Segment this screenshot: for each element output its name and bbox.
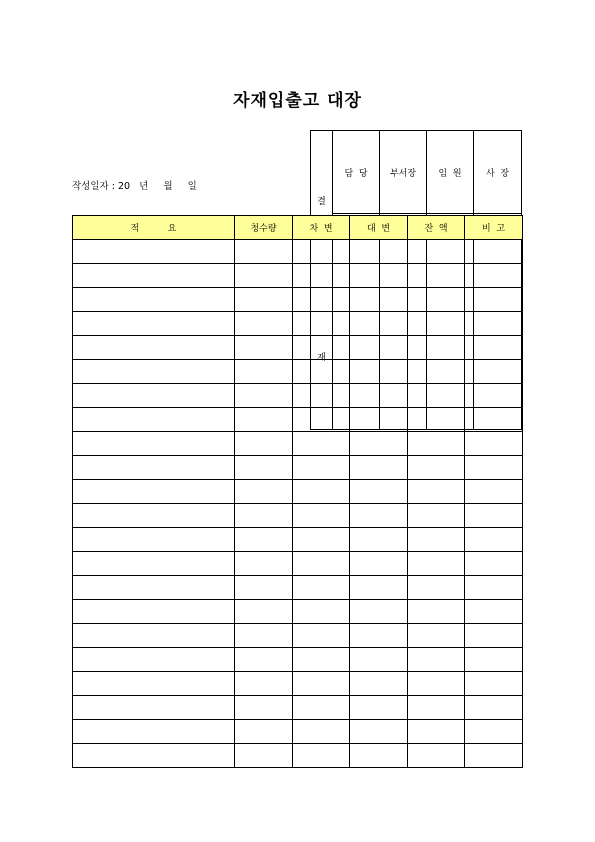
balance-cell[interactable] [408, 600, 465, 624]
table-row [73, 312, 523, 336]
quantity-cell[interactable] [235, 504, 293, 528]
date-line: 작성일자 : 20 년 월 일 [72, 181, 197, 192]
balance-cell[interactable] [408, 648, 465, 672]
description-cell[interactable] [73, 600, 235, 624]
balance-cell[interactable] [408, 360, 465, 384]
quantity-cell[interactable] [235, 360, 293, 384]
description-cell[interactable] [73, 648, 235, 672]
description-cell[interactable] [73, 360, 235, 384]
credit-cell[interactable] [350, 408, 408, 432]
remarks-cell[interactable] [465, 456, 523, 480]
description-cell[interactable] [73, 696, 235, 720]
remarks-cell[interactable] [465, 480, 523, 504]
debit-cell[interactable] [293, 480, 350, 504]
credit-cell[interactable] [350, 696, 408, 720]
quantity-cell[interactable] [235, 312, 293, 336]
description-cell[interactable] [73, 384, 235, 408]
credit-cell[interactable] [350, 624, 408, 648]
credit-cell[interactable] [350, 720, 408, 744]
balance-cell[interactable] [408, 288, 465, 312]
description-cell[interactable] [73, 480, 235, 504]
table-row [73, 624, 523, 648]
ledger-table [72, 215, 523, 768]
description-cell[interactable] [73, 456, 235, 480]
debit-cell[interactable] [293, 528, 350, 552]
quantity-cell[interactable] [235, 384, 293, 408]
quantity-cell[interactable] [235, 696, 293, 720]
balance-cell[interactable] [408, 480, 465, 504]
credit-cell[interactable] [350, 552, 408, 576]
column-header-balance: 잔 액 [408, 216, 465, 240]
ledger-body [73, 240, 523, 768]
debit-cell[interactable] [293, 456, 350, 480]
credit-cell[interactable] [350, 360, 408, 384]
quantity-cell[interactable] [235, 672, 293, 696]
description-cell[interactable] [73, 552, 235, 576]
remarks-cell[interactable] [465, 408, 523, 432]
remarks-cell[interactable] [465, 288, 523, 312]
remarks-cell[interactable] [465, 264, 523, 288]
description-cell[interactable] [73, 312, 235, 336]
description-cell[interactable] [73, 624, 235, 648]
debit-cell[interactable] [293, 264, 350, 288]
table-row [73, 552, 523, 576]
debit-cell[interactable] [293, 312, 350, 336]
debit-cell[interactable] [293, 336, 350, 360]
balance-cell[interactable] [408, 576, 465, 600]
balance-cell[interactable] [408, 720, 465, 744]
remarks-cell[interactable] [465, 552, 523, 576]
remarks-cell[interactable] [465, 744, 523, 768]
credit-cell[interactable] [350, 312, 408, 336]
approval-side-top: 결 [317, 197, 326, 207]
description-cell[interactable] [73, 240, 235, 264]
quantity-cell[interactable] [235, 432, 293, 456]
quantity-cell[interactable] [235, 720, 293, 744]
credit-cell[interactable] [350, 456, 408, 480]
debit-cell[interactable] [293, 240, 350, 264]
table-row [73, 576, 523, 600]
column-header-debit: 차 변 [293, 216, 350, 240]
balance-cell[interactable] [408, 552, 465, 576]
balance-cell[interactable] [408, 336, 465, 360]
table-row [73, 336, 523, 360]
description-cell[interactable] [73, 288, 235, 312]
table-row [73, 672, 523, 696]
quantity-cell[interactable] [235, 288, 293, 312]
debit-cell[interactable] [293, 504, 350, 528]
remarks-cell[interactable] [465, 672, 523, 696]
credit-cell[interactable] [350, 576, 408, 600]
quantity-cell[interactable] [235, 456, 293, 480]
approval-header-executive: 임 원 [427, 131, 474, 214]
balance-cell[interactable] [408, 456, 465, 480]
remarks-cell[interactable] [465, 648, 523, 672]
table-row [73, 600, 523, 624]
table-row [73, 360, 523, 384]
description-cell[interactable] [73, 528, 235, 552]
description-cell[interactable] [73, 264, 235, 288]
balance-cell[interactable] [408, 696, 465, 720]
page-title: 자재입출고 대장 [233, 91, 362, 111]
remarks-cell[interactable] [465, 696, 523, 720]
debit-cell[interactable] [293, 600, 350, 624]
table-row [73, 720, 523, 744]
balance-cell[interactable] [408, 432, 465, 456]
credit-cell[interactable] [350, 384, 408, 408]
approval-side-bottom: 재 [317, 353, 326, 363]
balance-cell[interactable] [408, 408, 465, 432]
column-header-credit: 대 변 [350, 216, 408, 240]
credit-cell[interactable] [350, 264, 408, 288]
table-row [73, 384, 523, 408]
debit-cell[interactable] [293, 288, 350, 312]
description-cell[interactable] [73, 672, 235, 696]
quantity-cell[interactable] [235, 240, 293, 264]
table-row [73, 744, 523, 768]
description-cell[interactable] [73, 336, 235, 360]
description-cell[interactable] [73, 432, 235, 456]
description-cell[interactable] [73, 576, 235, 600]
debit-cell[interactable] [293, 360, 350, 384]
balance-cell[interactable] [408, 312, 465, 336]
quantity-cell[interactable] [235, 600, 293, 624]
credit-cell[interactable] [350, 744, 408, 768]
debit-cell[interactable] [293, 576, 350, 600]
table-row [73, 480, 523, 504]
balance-cell[interactable] [408, 528, 465, 552]
table-row [73, 528, 523, 552]
remarks-cell[interactable] [465, 384, 523, 408]
remarks-cell[interactable] [465, 600, 523, 624]
credit-cell[interactable] [350, 432, 408, 456]
debit-cell[interactable] [293, 648, 350, 672]
table-row [73, 504, 523, 528]
balance-cell[interactable] [408, 672, 465, 696]
remarks-cell[interactable] [465, 624, 523, 648]
remarks-cell[interactable] [465, 504, 523, 528]
table-row [73, 240, 523, 264]
ledger-header-row [73, 216, 523, 240]
quantity-cell[interactable] [235, 264, 293, 288]
credit-cell[interactable] [350, 648, 408, 672]
credit-cell[interactable] [350, 480, 408, 504]
credit-cell[interactable] [350, 528, 408, 552]
debit-cell[interactable] [293, 744, 350, 768]
table-row [73, 456, 523, 480]
quantity-cell[interactable] [235, 528, 293, 552]
quantity-cell[interactable] [235, 744, 293, 768]
remarks-cell[interactable] [465, 336, 523, 360]
quantity-cell[interactable] [235, 336, 293, 360]
table-row [73, 696, 523, 720]
table-row [73, 264, 523, 288]
credit-cell[interactable] [350, 288, 408, 312]
debit-cell[interactable] [293, 384, 350, 408]
description-cell[interactable] [73, 744, 235, 768]
remarks-cell[interactable] [465, 360, 523, 384]
balance-cell[interactable] [408, 504, 465, 528]
balance-cell[interactable] [408, 744, 465, 768]
table-row [73, 648, 523, 672]
debit-cell[interactable] [293, 408, 350, 432]
credit-cell[interactable] [350, 336, 408, 360]
quantity-cell[interactable] [235, 648, 293, 672]
balance-cell[interactable] [408, 264, 465, 288]
debit-cell[interactable] [293, 624, 350, 648]
quantity-cell[interactable] [235, 624, 293, 648]
remarks-cell[interactable] [465, 240, 523, 264]
quantity-cell[interactable] [235, 480, 293, 504]
remarks-cell[interactable] [465, 720, 523, 744]
debit-cell[interactable] [293, 432, 350, 456]
credit-cell[interactable] [350, 672, 408, 696]
description-cell[interactable] [73, 720, 235, 744]
description-cell[interactable] [73, 408, 235, 432]
debit-cell[interactable] [293, 720, 350, 744]
table-row [73, 408, 523, 432]
quantity-cell[interactable] [235, 576, 293, 600]
credit-cell[interactable] [350, 600, 408, 624]
quantity-cell[interactable] [235, 408, 293, 432]
credit-cell[interactable] [350, 240, 408, 264]
remarks-cell[interactable] [465, 312, 523, 336]
table-row [73, 288, 523, 312]
column-header-description: 적 요 [73, 216, 235, 240]
credit-cell[interactable] [350, 504, 408, 528]
debit-cell[interactable] [293, 696, 350, 720]
remarks-cell[interactable] [465, 432, 523, 456]
approval-header-dept-head: 부서장 [380, 131, 427, 214]
balance-cell[interactable] [408, 384, 465, 408]
quantity-cell[interactable] [235, 552, 293, 576]
table-row [73, 432, 523, 456]
remarks-cell[interactable] [465, 576, 523, 600]
description-cell[interactable] [73, 504, 235, 528]
balance-cell[interactable] [408, 624, 465, 648]
column-header-remarks: 비 고 [465, 216, 523, 240]
approval-header-president: 사 장 [474, 131, 522, 214]
approval-header-manager: 담 당 [333, 131, 380, 214]
balance-cell[interactable] [408, 240, 465, 264]
debit-cell[interactable] [293, 552, 350, 576]
remarks-cell[interactable] [465, 528, 523, 552]
column-header-quantity: 청수량 [235, 216, 293, 240]
debit-cell[interactable] [293, 672, 350, 696]
